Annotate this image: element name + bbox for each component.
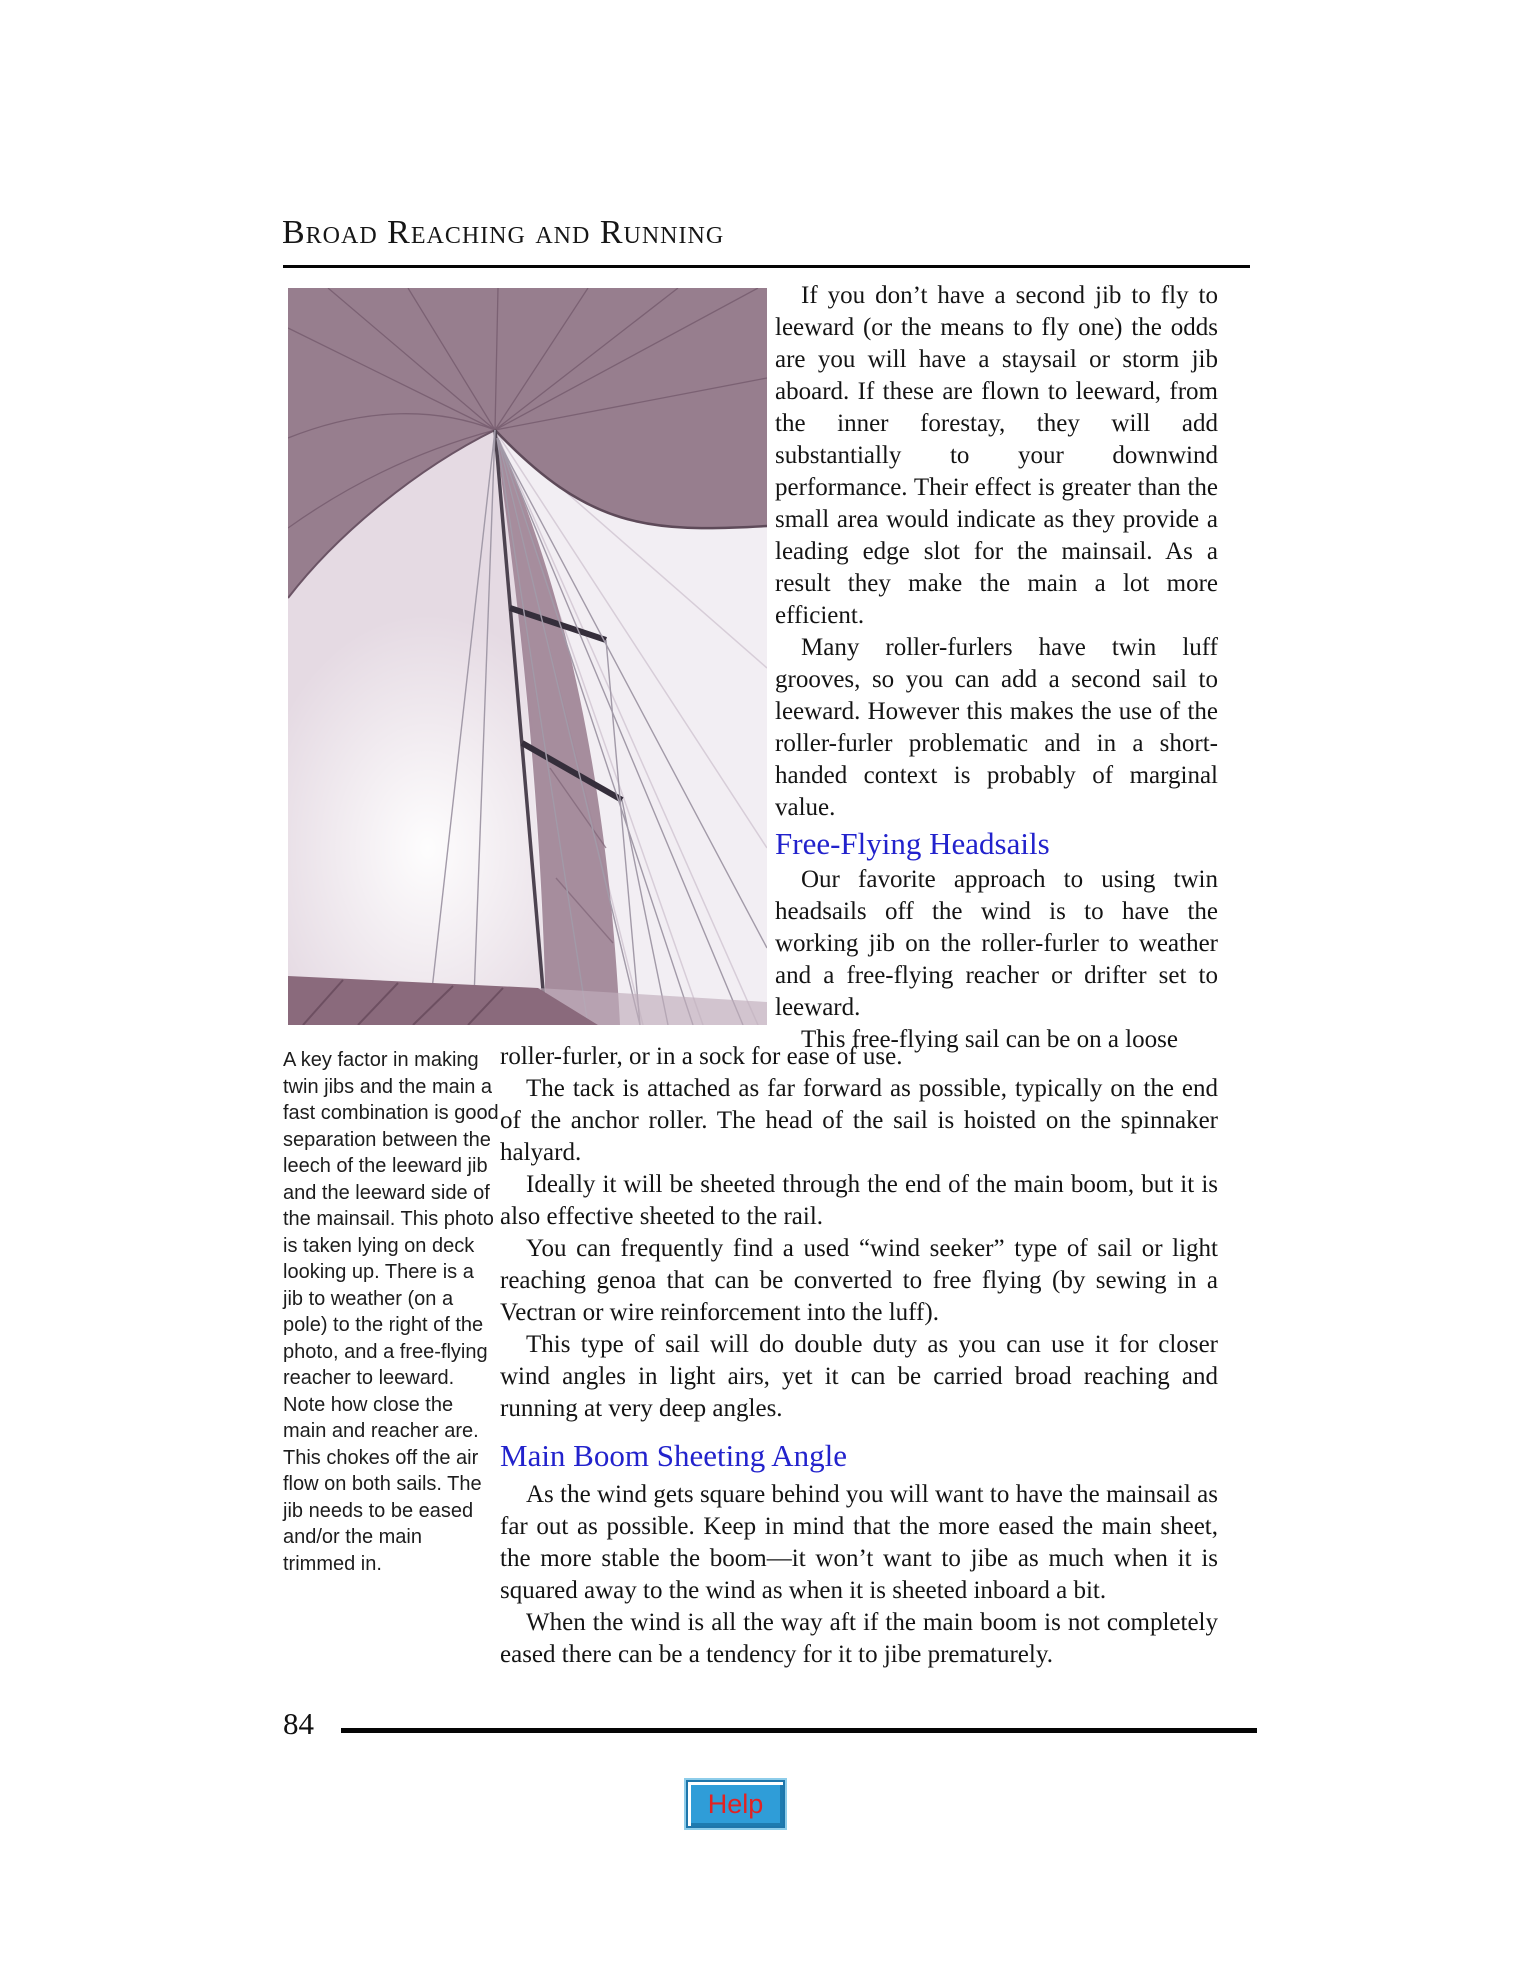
body-paragraph: You can frequently find a used “wind seeker” type of sail or light reaching genoa that can be converted to free flying (by sewing in a Vectran or wire reinforcement into the luff). — [500, 1235, 1218, 1326]
sails-photo — [288, 288, 767, 1025]
footer-rule — [341, 1728, 1257, 1733]
page-title: Broad Reaching and Running — [282, 214, 725, 251]
body-paragraph: As the wind gets square behind you will want to have the mainsail as far out as possible. Keep in mind that the more eased the main sheet, the more stable the boom—it won’t want to jibe as much when it is squared away to the wind as when it is sheeted inboard a bit. — [500, 1481, 1218, 1604]
help-button[interactable]: Help — [686, 1780, 785, 1828]
body-paragraph: The tack is attached as far forward as possible, typically on the end of the anchor roller. The head of the sail is hoisted on the spinnaker halyard. — [500, 1075, 1218, 1166]
body-paragraph: This free-flying sail can be on a loose — [801, 1026, 1178, 1053]
photo-caption: A key factor in making twin jibs and the main a fast combination is good separation between the leech of the leeward jib and the leeward side of the mainsail. This photo is taken lying on deck looking up. There is a jib to weather (on a pole) to the right of the photo, and a free-flying reacher to leeward. Note how close the main and reacher are. This chokes off the air flow on both sails. The jib needs to be eased and/or the main trimmed in. — [283, 1049, 499, 1575]
body-paragraph: Ideally it will be sheeted through the end of the main boom, but it is also effective sheeted to the rail. — [500, 1171, 1218, 1230]
heading-free-flying-headsails: Free-Flying Headsails — [775, 826, 1050, 861]
body-paragraph: Many roller-furlers have twin luff grooves, so you can add a second sail to leeward. However this makes the use of the roller-furler problematic and in a short-handed context is probably of marginal value. — [775, 634, 1218, 821]
main-text-block — [500, 1041, 1218, 1671]
sails-photo-image — [288, 288, 767, 1025]
body-paragraph-continuation: roller-furler, or in a sock for ease of use. — [500, 1043, 903, 1070]
body-paragraph: When the wind is all the way aft if the main boom is not completely eased there can be a tendency for it to jibe prematurely. — [500, 1609, 1218, 1668]
heading-main-boom-sheeting-angle: Main Boom Sheeting Angle — [500, 1438, 848, 1473]
header-rule — [283, 265, 1250, 268]
body-paragraph: If you don’t have a second jib to fly to leeward (or the means to fly one) the odds are you will have a staysail or storm jib aboard. If these are flown to leeward, from the inner forestay, they will add substantially to your downwind performance. Their effect is greater than the small area would indicate as they provide a leading edge slot for the mainsail. As a result they make the main a lot more efficient. — [775, 282, 1218, 629]
body-paragraph: Our favorite approach to using twin headsails off the wind is to have the working jib on the roller-furler to weather and a free-flying reacher or drifter set to leeward. — [775, 866, 1218, 1021]
page-number: 84 — [283, 1706, 314, 1741]
body-paragraph: This type of sail will do double duty as you can use it for closer wind angles in light airs, yet it can be carried broad reaching and running at very deep angles. — [500, 1331, 1218, 1422]
right-text-column — [775, 280, 1218, 1056]
